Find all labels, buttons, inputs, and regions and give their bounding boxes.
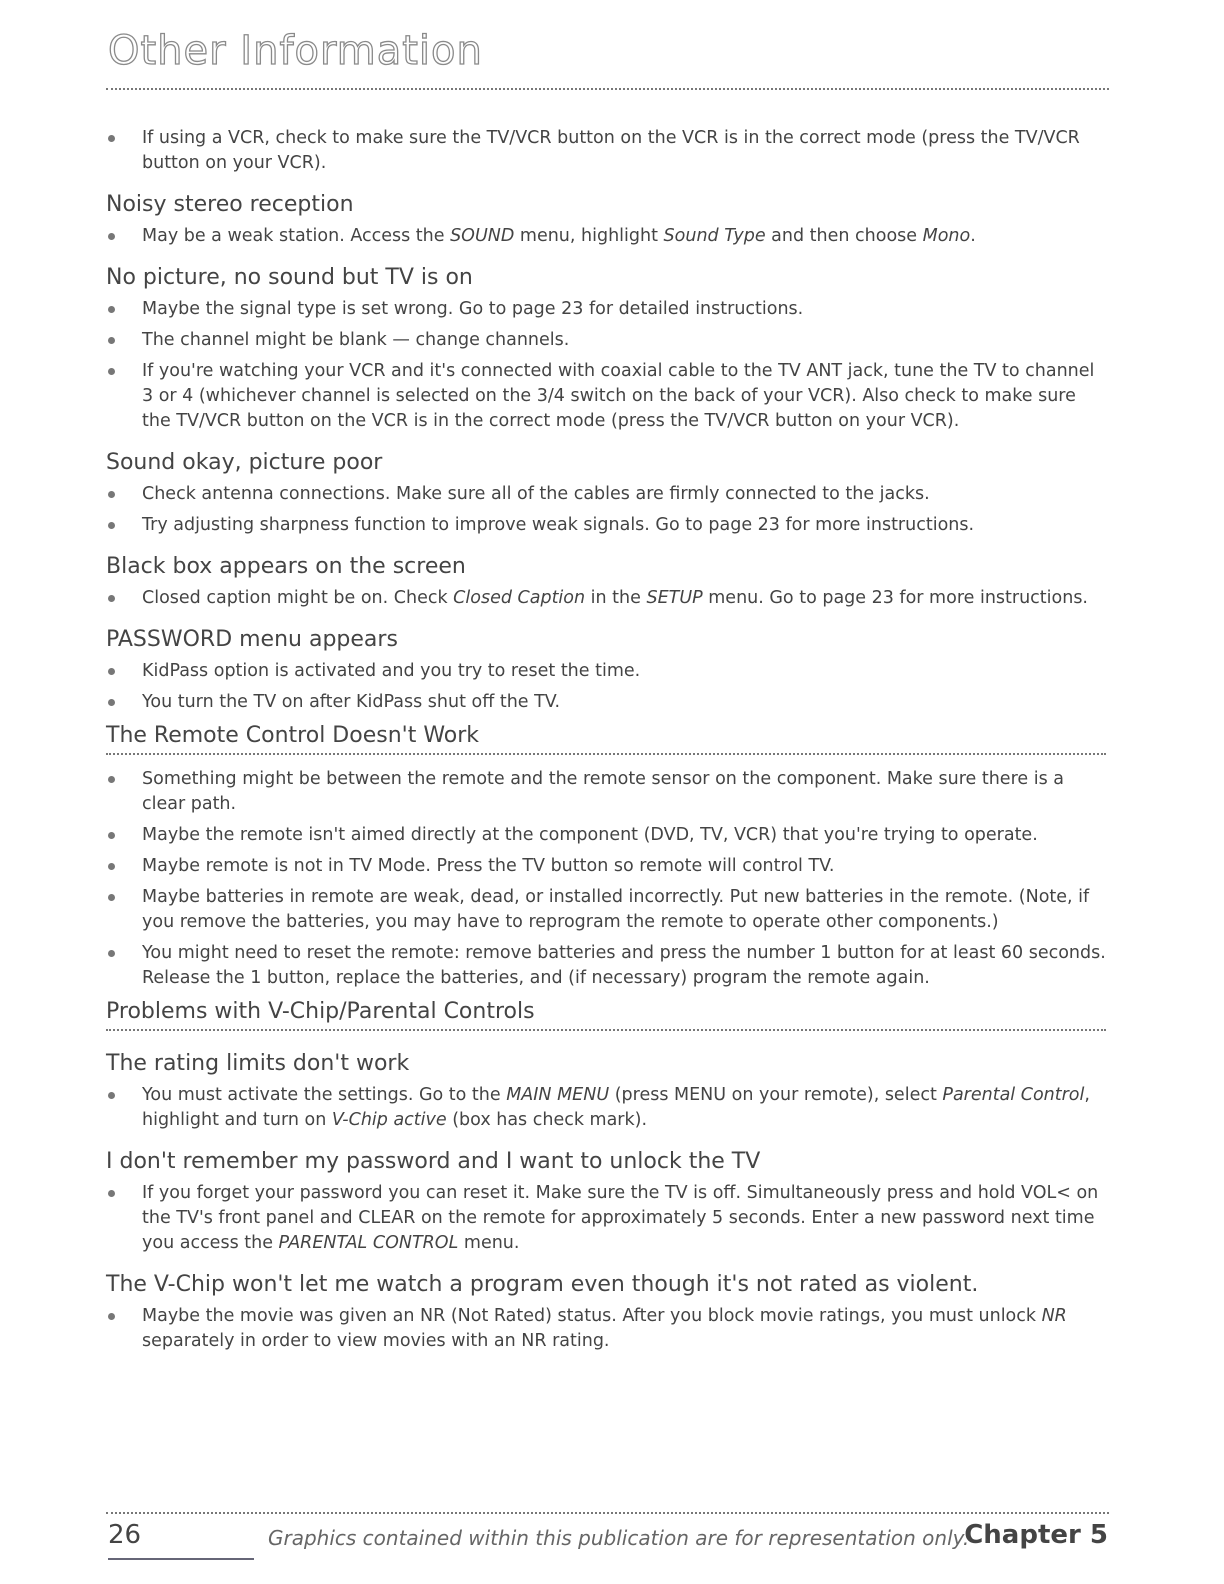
list-item: Something might be between the remote and the remote sensor on the component. Make sure there is a clear path.: [106, 767, 1106, 817]
list-item: KidPass option is activated and you try to reset the time.: [106, 659, 1106, 684]
bullet-icon: [108, 668, 115, 675]
section-heading-major: The Remote Control Doesn't Work: [106, 721, 1106, 755]
list-item: Check antenna connections. Make sure all of the cables are firmly connected to the jacks.: [106, 482, 1106, 507]
footer-disclaimer: Graphics contained within this publication are for representation only.: [268, 1526, 970, 1550]
section-heading: Sound okay, picture poor: [106, 450, 383, 475]
section-heading: Noisy stereo reception: [106, 192, 354, 217]
section-heading: Black box appears on the screen: [106, 554, 466, 579]
list-item: Maybe the remote isn't aimed directly at the component (DVD, TV, VCR) that you're trying to operate.: [106, 823, 1106, 848]
bullet-icon: [108, 233, 115, 240]
section-no-picture: [106, 263, 1106, 434]
page-number-underline: [108, 1558, 254, 1560]
title-divider: [106, 88, 1109, 90]
bullet-icon: [108, 832, 115, 839]
section-heading: No picture, no sound but TV is on: [106, 265, 473, 290]
section-noisy-stereo: [106, 190, 1106, 249]
footer-divider: [106, 1512, 1109, 1514]
section-sound-okay: [106, 448, 1106, 538]
chapter-label: Chapter 5: [964, 1520, 1108, 1550]
section-heading: PASSWORD menu appears: [106, 627, 398, 652]
list-item: Try adjusting sharpness function to improve weak signals. Go to page 23 for more instructions.: [106, 513, 1106, 538]
bullet-icon: [108, 491, 115, 498]
list-item: May be a weak station. Access the SOUND menu, highlight Sound Type and then choose Mono.: [106, 224, 1106, 249]
bullet-icon: [108, 337, 115, 344]
bullet-icon: [108, 135, 115, 142]
bullet-icon: [108, 699, 115, 706]
bullet-icon: [108, 1313, 115, 1320]
list-item: Maybe remote is not in TV Mode. Press the TV button so remote will control TV.: [106, 854, 1106, 879]
section-heading: I don't remember my password and I want to unlock the TV: [106, 1149, 761, 1174]
list-item: The channel might be blank — change channels.: [106, 328, 1106, 353]
section-heading-major: Problems with V-Chip/Parental Controls: [106, 997, 1106, 1031]
list-item: If using a VCR, check to make sure the TV/VCR button on the VCR is in the correct mode (press the TV/VCR button on your VCR).: [106, 126, 1106, 176]
bullet-icon: [108, 776, 115, 783]
footer: [108, 1520, 1108, 1564]
list-item: If you're watching your VCR and it's connected with coaxial cable to the TV ANT jack, tune the TV to channel 3 or 4 (whichever channel is selected on the 3/4 switch on the back of your VCR). Also check to make sure the TV/VCR button on the VCR is in the correct mode (press the TV/VCR button on your VCR).: [106, 359, 1106, 434]
list-item: Maybe batteries in remote are weak, dead, or installed incorrectly. Put new batteries in the remote. (Note, if you remove the batteries, you may have to reprogram the remote to operate other components.): [106, 885, 1106, 935]
section-heading: The rating limits don't work: [106, 1051, 410, 1076]
bullet-icon: [108, 1190, 115, 1197]
section-black-box: [106, 552, 1106, 611]
bullet-icon: [108, 522, 115, 529]
list-item: If you forget your password you can reset it. Make sure the TV is off. Simultaneously press and hold VOL< on the TV's front panel and CLEAR on the remote for approximately 5 seconds. Enter a new password next time you access the PARENTAL CONTROL menu.: [106, 1181, 1106, 1256]
list-item: Maybe the signal type is set wrong. Go to page 23 for detailed instructions.: [106, 297, 1106, 322]
section-remote: [106, 721, 1106, 991]
content: [106, 126, 1106, 1360]
bullet-icon: [108, 863, 115, 870]
bullet-icon: [108, 1092, 115, 1099]
list-item: You turn the TV on after KidPass shut off the TV.: [106, 690, 1106, 715]
section-vchip: [106, 997, 1106, 1354]
bullet-icon: [108, 306, 115, 313]
intro-list: [106, 126, 1106, 176]
list-item: Maybe the movie was given an NR (Not Rated) status. After you block movie ratings, you must unlock NR separately in order to view movies with an NR rating.: [106, 1304, 1106, 1354]
list-item: You might need to reset the remote: remove batteries and press the number 1 button for at least 60 seconds. Release the 1 button, replace the batteries, and (if necessary) program the remote again.: [106, 941, 1106, 991]
list-item: You must activate the settings. Go to the MAIN MENU (press MENU on your remote), select Parental Control, highlight and turn on V-Chip active (box has check mark).: [106, 1083, 1106, 1133]
bullet-icon: [108, 368, 115, 375]
list-item: Closed caption might be on. Check Closed Caption in the SETUP menu. Go to page 23 for more instructions.: [106, 586, 1106, 611]
page-number: 26: [108, 1520, 142, 1550]
bullet-icon: [108, 595, 115, 602]
page-title: Other Information: [108, 28, 483, 74]
bullet-icon: [108, 894, 115, 901]
section-heading: The V-Chip won't let me watch a program even though it's not rated as violent.: [106, 1272, 979, 1297]
bullet-icon: [108, 950, 115, 957]
section-password-menu: [106, 625, 1106, 715]
